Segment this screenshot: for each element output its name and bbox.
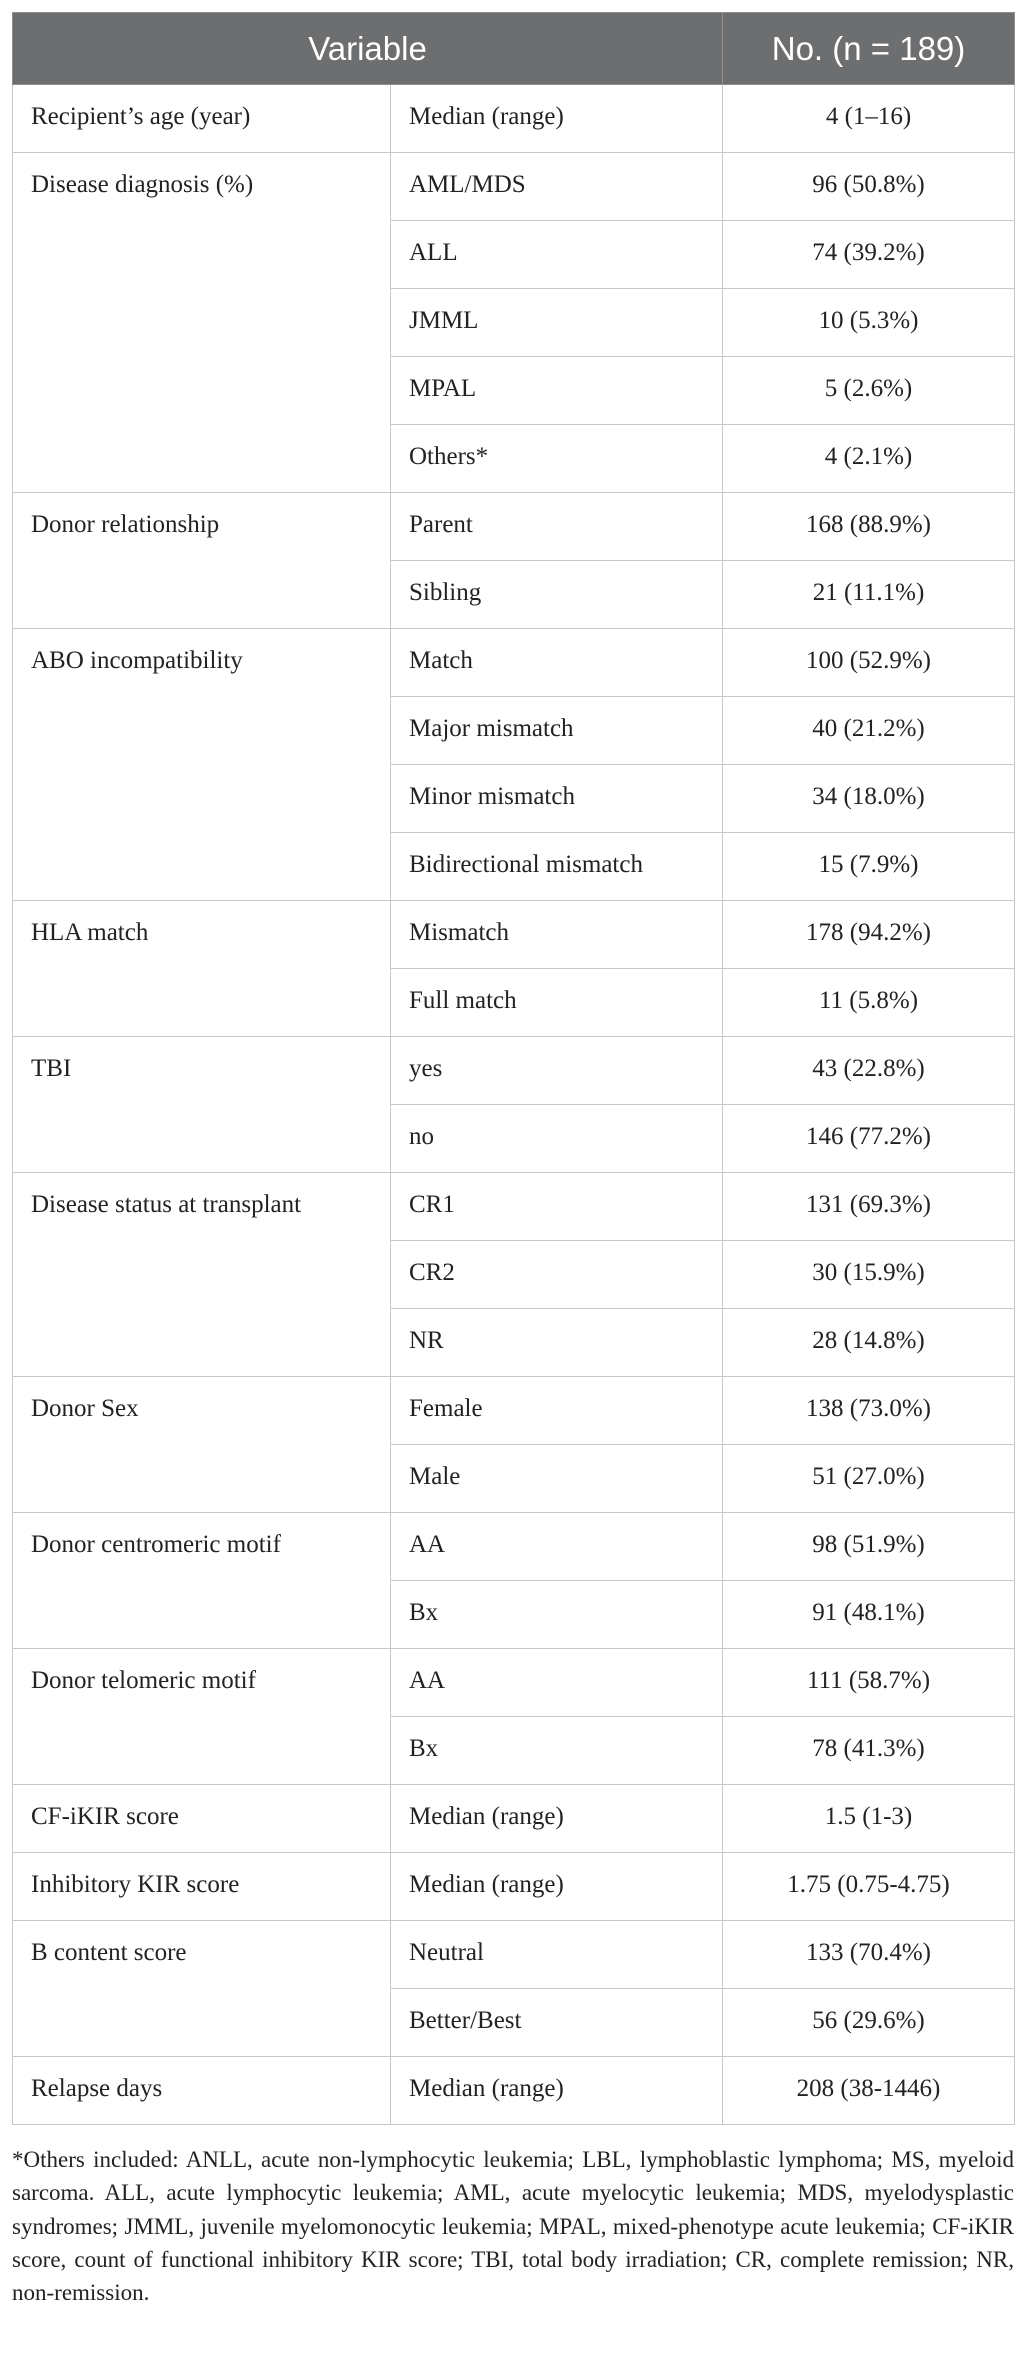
category-cell: CR2 [391,1241,723,1309]
value-cell: 96 (50.8%) [723,153,1015,221]
variable-cell: B content score [13,1921,391,2057]
value-cell: 146 (77.2%) [723,1105,1015,1173]
value-cell: 4 (2.1%) [723,425,1015,493]
table-row [13,85,1015,153]
variable-cell: Disease status at transplant [13,1173,391,1377]
table-row [13,1853,1015,1921]
value-cell: 178 (94.2%) [723,901,1015,969]
value-cell: 78 (41.3%) [723,1717,1015,1785]
category-cell: MPAL [391,357,723,425]
variable-cell: TBI [13,1037,391,1173]
value-cell: 4 (1–16) [723,85,1015,153]
variable-cell: Donor Sex [13,1377,391,1513]
category-cell: Better/Best [391,1989,723,2057]
header-row [13,13,1015,85]
category-cell: JMML [391,289,723,357]
variable-cell: Donor relationship [13,493,391,629]
value-cell: 100 (52.9%) [723,629,1015,697]
value-cell: 28 (14.8%) [723,1309,1015,1377]
category-cell: Others* [391,425,723,493]
table-row [13,629,1015,697]
table-row [13,1377,1015,1445]
variable-cell: Donor telomeric motif [13,1649,391,1785]
table-row [13,1649,1015,1717]
value-cell: 138 (73.0%) [723,1377,1015,1445]
variable-cell: Relapse days [13,2057,391,2125]
category-cell: Bx [391,1581,723,1649]
table-row [13,901,1015,969]
category-cell: Female [391,1377,723,1445]
variable-cell: Donor centromeric motif [13,1513,391,1649]
footnote: *Others included: ANLL, acute non-lymphocytic leukemia; LBL, lymphoblastic lymphoma; MS, myeloid sarcoma. ALL, acute lymphocytic leukemia; AML, acute myelocytic leukemia; MDS, myelodysplastic syndromes; JMML, juvenile myelomonocytic leukemia; MPAL, mixed-phenotype acute leukemia; CF-iKIR score, count of functional inhibitory KIR score; TBI, total body irradiation; CR, complete remission; NR, non-remission. [12,2147,1014,2306]
value-cell: 1.75 (0.75-4.75) [723,1853,1015,1921]
value-cell: 5 (2.6%) [723,357,1015,425]
category-cell: Median (range) [391,2057,723,2125]
value-cell: 30 (15.9%) [723,1241,1015,1309]
table-row [13,1513,1015,1581]
category-cell: Median (range) [391,1853,723,1921]
value-cell: 10 (5.3%) [723,289,1015,357]
category-cell: AML/MDS [391,153,723,221]
value-cell: 34 (18.0%) [723,765,1015,833]
header-variable: Variable [13,13,723,85]
category-cell: yes [391,1037,723,1105]
value-cell: 208 (38-1446) [723,2057,1015,2125]
value-cell: 51 (27.0%) [723,1445,1015,1513]
value-cell: 40 (21.2%) [723,697,1015,765]
variable-cell: Inhibitory KIR score [13,1853,391,1921]
category-cell: Major mismatch [391,697,723,765]
header-number: No. (n = 189) [723,13,1015,85]
patient-characteristics-table [12,12,1015,2125]
value-cell: 111 (58.7%) [723,1649,1015,1717]
value-cell: 91 (48.1%) [723,1581,1015,1649]
category-cell: AA [391,1649,723,1717]
variable-cell: CF-iKIR score [13,1785,391,1853]
value-cell: 1.5 (1-3) [723,1785,1015,1853]
value-cell: 21 (11.1%) [723,561,1015,629]
table-row [13,1785,1015,1853]
table-container [12,12,1014,2310]
value-cell: 11 (5.8%) [723,969,1015,1037]
category-cell: Parent [391,493,723,561]
table-row [13,1921,1015,1989]
value-cell: 131 (69.3%) [723,1173,1015,1241]
table-row [13,153,1015,221]
category-cell: Mismatch [391,901,723,969]
category-cell: AA [391,1513,723,1581]
category-cell: NR [391,1309,723,1377]
variable-cell: HLA match [13,901,391,1037]
value-cell: 98 (51.9%) [723,1513,1015,1581]
table-row [13,2057,1015,2125]
category-cell: Sibling [391,561,723,629]
table-body [13,85,1015,2125]
value-cell: 43 (22.8%) [723,1037,1015,1105]
variable-cell: ABO incompatibility [13,629,391,901]
table-row [13,1173,1015,1241]
table-row [13,1037,1015,1105]
category-cell: no [391,1105,723,1173]
category-cell: Minor mismatch [391,765,723,833]
category-cell: Median (range) [391,85,723,153]
category-cell: Neutral [391,1921,723,1989]
value-cell: 168 (88.9%) [723,493,1015,561]
category-cell: ALL [391,221,723,289]
value-cell: 15 (7.9%) [723,833,1015,901]
category-cell: CR1 [391,1173,723,1241]
value-cell: 74 (39.2%) [723,221,1015,289]
table-row [13,493,1015,561]
category-cell: Full match [391,969,723,1037]
category-cell: Bx [391,1717,723,1785]
value-cell: 133 (70.4%) [723,1921,1015,1989]
variable-cell: Disease diagnosis (%) [13,153,391,493]
category-cell: Match [391,629,723,697]
category-cell: Median (range) [391,1785,723,1853]
category-cell: Male [391,1445,723,1513]
category-cell: Bidirectional mismatch [391,833,723,901]
variable-cell: Recipient’s age (year) [13,85,391,153]
value-cell: 56 (29.6%) [723,1989,1015,2057]
